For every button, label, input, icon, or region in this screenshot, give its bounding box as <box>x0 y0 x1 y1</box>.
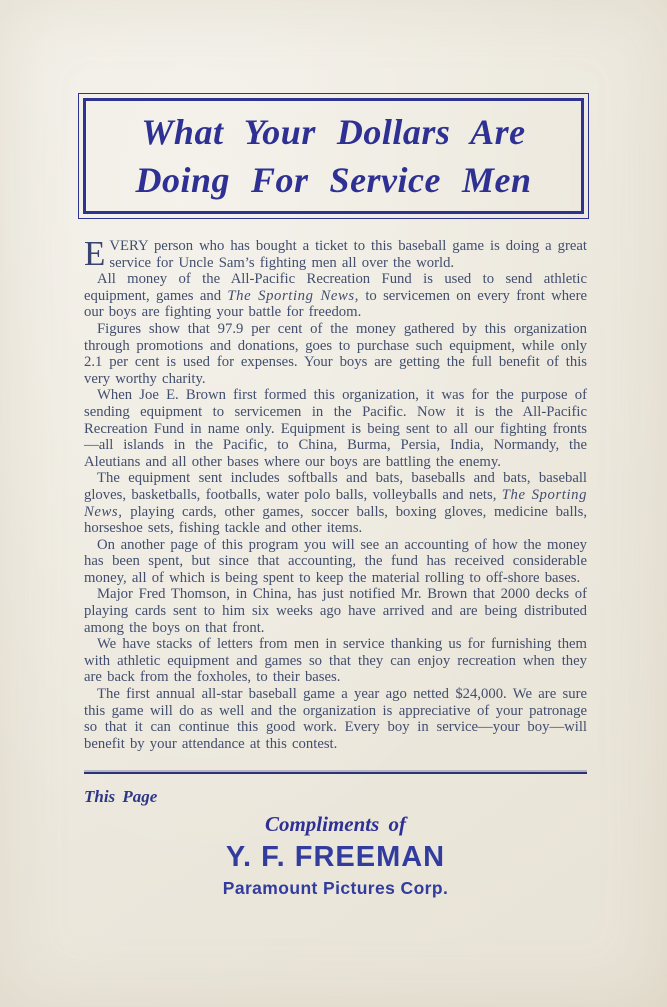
title-box-inner-border <box>83 98 584 214</box>
footer-divider-rule <box>84 772 587 774</box>
text-run: When Joe E. Brown first formed this organization, it was for the purpose of sending equipment to servicemen in the Pacific. Now it is the All-Pacific Recreation Fund in name only. Equipment is being sent to all our fighting fronts—all islands in the Pacific, to China, Burma, Persia, India, Normandy, the Aleutians and all other bases where our boys are battling the enemy. <box>84 387 587 470</box>
text-run: The first annual all-star baseball game a year ago netted $24,000. We are sure this game will do as well and the organization is appreciative of your patronage so that it can continue this good work. Every boy in service—your boy—will benefit by your attendance at this contest. <box>84 686 587 752</box>
this-page-label: This Page <box>84 787 158 806</box>
text-run: All money of the All-Pacific Recreation Fund is used to send athletic equipment, games and <box>84 271 587 304</box>
sponsor-name: Y. F. FREEMAN <box>225 841 446 873</box>
text-run: On another page of this program you will see an accounting of how the money has been spent, but since that accounting, the fund has received considerable money, all of which is being spent to keep the material rolling to off-shore bases. <box>84 536 587 586</box>
drop-cap: E <box>84 234 106 273</box>
compliments-label: Compliments of <box>264 812 407 836</box>
body-text <box>84 234 588 752</box>
paragraph <box>84 636 587 686</box>
paragraph <box>84 586 587 636</box>
text-run: The equipment sent includes softballs and bats, baseballs and bats, baseball gloves, basketballs, footballs, water polo balls, volleyballs and nets, <box>84 470 587 503</box>
text-run: VERY person who has bought a ticket to this baseball game is doing a great service for Uncle Sam’s fighting men all over the world. <box>109 238 587 271</box>
italic-text-run: The Sporting News, <box>227 287 359 304</box>
text-run: Figures show that 97.9 per cent of the money gathered by this organization through promotions and donations, goes to purchase such equipment, while only 2.1 per cent is used for expenses. Your boys are getting the full benefit of this very worthy charity. <box>84 320 587 387</box>
paragraph <box>84 321 587 387</box>
text-run: We have stacks of letters from men in service thanking us for furnishing them with athletic equipment and games so that they can enjoy recreation when they are back from the foxholes, to their bases. <box>84 636 587 686</box>
text-run: Major Fred Thomson, in China, has just notified Mr. Brown that 2000 decks of playing cards sent to him six weeks ago have arrived and are being distributed among the boys on that front. <box>84 586 587 636</box>
title-box <box>78 93 589 219</box>
italic-text-run: The Sporting News, <box>84 486 588 520</box>
paragraph <box>84 537 587 587</box>
text-run: playing cards, other games, soccer balls, boxing gloves, medicine balls, horseshoe sets, fishing tackle and other items. <box>84 503 587 537</box>
page-title-line-2: Doing For Service Men <box>135 160 532 200</box>
text-run: to servicemen on every front where our boys are fighting your battle for freedom. <box>84 287 587 321</box>
paragraph <box>84 387 587 470</box>
paragraph <box>84 686 587 752</box>
page-title-line-1: What Your Dollars Are <box>141 112 526 152</box>
paragraph <box>84 470 587 536</box>
paragraph <box>84 234 587 273</box>
paragraph <box>84 271 587 321</box>
sponsor-company: Paramount Pictures Corp. <box>222 878 449 898</box>
